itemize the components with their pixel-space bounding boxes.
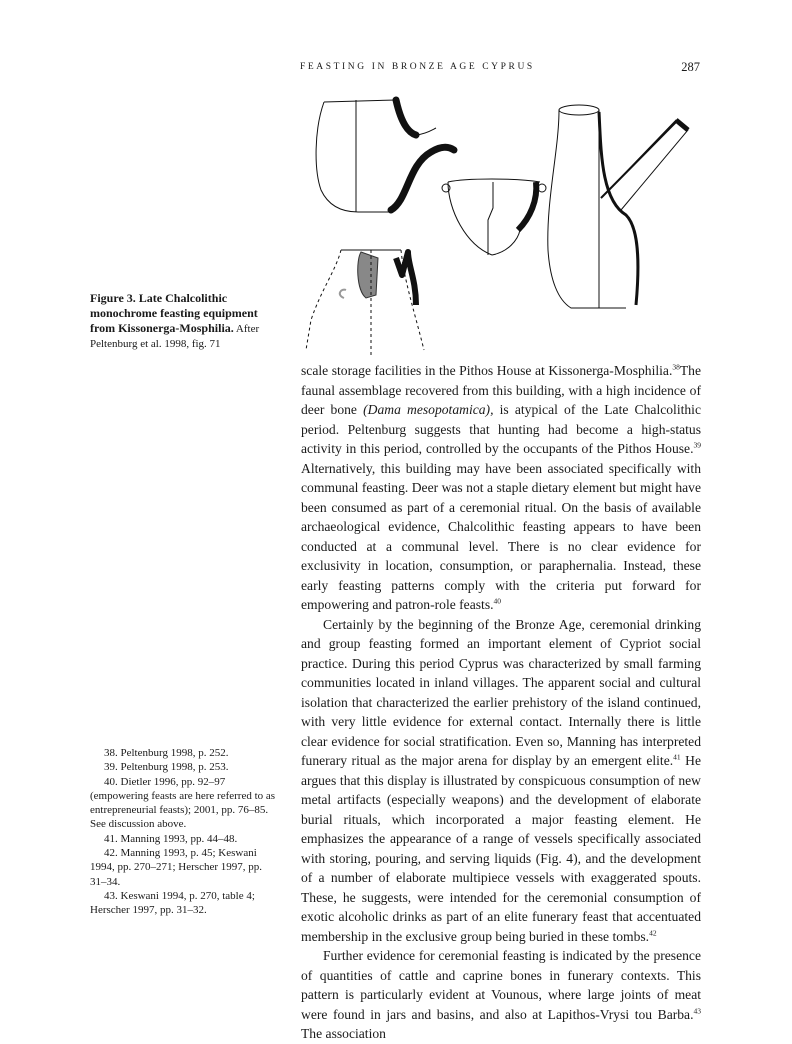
footnote-42: 42. Manning 1993, p. 45; Keswani 1994, pp. 270–271; Herscher 1997, pp. 31–34.: [90, 847, 263, 888]
species-name: (Dama mesopotamica),: [363, 402, 494, 417]
body-text: [301, 361, 701, 1044]
page-number: 287: [681, 60, 700, 74]
footnote-ref-42: 42: [649, 927, 657, 937]
footnote-ref-43: 43: [693, 1005, 701, 1015]
running-title: FEASTING IN BRONZE AGE CYPRUS: [300, 62, 535, 72]
footnote-41: 41. Manning 1993, pp. 44–48.: [104, 832, 238, 845]
footnote-ref-38: 38: [672, 362, 680, 372]
footnote-40: 40. Dietler 1996, pp. 92–97 (empowering feasts are here referred to as entrepreneurial feasts); 2001, pp. 76–85. See discussion above.: [90, 775, 276, 831]
text-run: scale storage facilities in the Pithos House at Kissonerga-Mosphilia.: [301, 363, 673, 378]
tall-jug-drawing: [548, 105, 688, 308]
paragraph-3: [301, 946, 701, 1044]
figure-caption: [90, 291, 280, 351]
caption-title: Figure 3. Late Chalcolithic monochrome feasting equipment from Kissonerga-Mosphilia.: [90, 291, 258, 336]
footnote-38: 38. Peltenburg 1998, p. 252.: [104, 747, 229, 759]
footnote-ref-40: 40: [493, 596, 502, 606]
footnote-39: 39. Peltenburg 1998, p. 253.: [104, 761, 229, 774]
text-run: The faunal assemblage recovered from this building, with a high incidence of deer bone: [301, 363, 701, 417]
footnote-ref-39: 39: [693, 440, 701, 450]
paragraph-1: [301, 361, 701, 615]
text-run: Certainly by the beginning of the Bronze Age, ceremonial drinking and group feasting formed an important element of Cypriot social practice. During this period Cyprus was characterized by small farming communities located in inland villages. The apparent social and cultural isolation that characterized the earlier prehistory of the island continued, with very little evidence for external contact. Internally there is little clear evidence for social stratification. Even so, Manning has interpreted funerary ritual as the major arena for display by an emergent elite.: [301, 616, 701, 768]
jar-fragment-drawing: [306, 250, 424, 355]
text-run: The association: [301, 1026, 386, 1041]
text-run: is atypical of the Late Chalcolithic period. Peltenburg suggests that hunting had become a high-status activity in this period, controlled by the occupants of the Pithos House.: [301, 402, 701, 456]
text-run: Further evidence for ceremonial feasting is indicated by the presence of quantities of cattle and caprine bones in funerary contexts. This pattern is particularly evident at Vounous, where large joints of meat were found in jars and basins, and also at Lapithos-Vrysi tou Barba.: [301, 948, 701, 1022]
footnote-43: 43. Keswani 1994, p. 270, table 4; Herscher 1997, pp. 31–32.: [90, 889, 255, 917]
footnotes: [90, 746, 278, 918]
spouted-bowl-drawing: [316, 100, 454, 212]
figure-3-drawings: [296, 90, 726, 355]
footnote-ref-41: 41: [673, 752, 681, 762]
text-run: Alternatively, this building may have been associated specifically with communal feasting. Deer was not a staple dietary element but might have been consumed as part of a ceremonial ritual. On the basis of available archaeological evidence, Chalcolithic feasting appears to have been conducted at a communal level. There is no clear evidence for exclusivity in location, consumption, or paraphernalia. Instead, these early feasting patterns comply with the criteria put forward for empowering and patron-role feasts.: [301, 460, 701, 612]
running-head: [300, 62, 700, 78]
conical-cup-drawing: [442, 179, 546, 255]
paragraph-2: [301, 615, 701, 947]
caption-credit: After Peltenburg et al. 1998, fig. 71: [90, 323, 260, 350]
text-run: He argues that this display is illustrated by conspicuous consumption of new metal artifacts (especially weapons) and the development of elaborate burial rituals, which incorporated a major feasting element. He emphasizes the appearance of a range of vessels specifically associated with storing, pouring, and serving liquids (Fig. 4), and the development of a number of elaborate multipiece vessels with exaggerated spouts. These, he suggests, were intended for the ceremonial consumption of exotic alcoholic drinks as part of an elite funerary feast that accentuated membership in the exclusive group being buried in these tombs.: [301, 753, 702, 944]
